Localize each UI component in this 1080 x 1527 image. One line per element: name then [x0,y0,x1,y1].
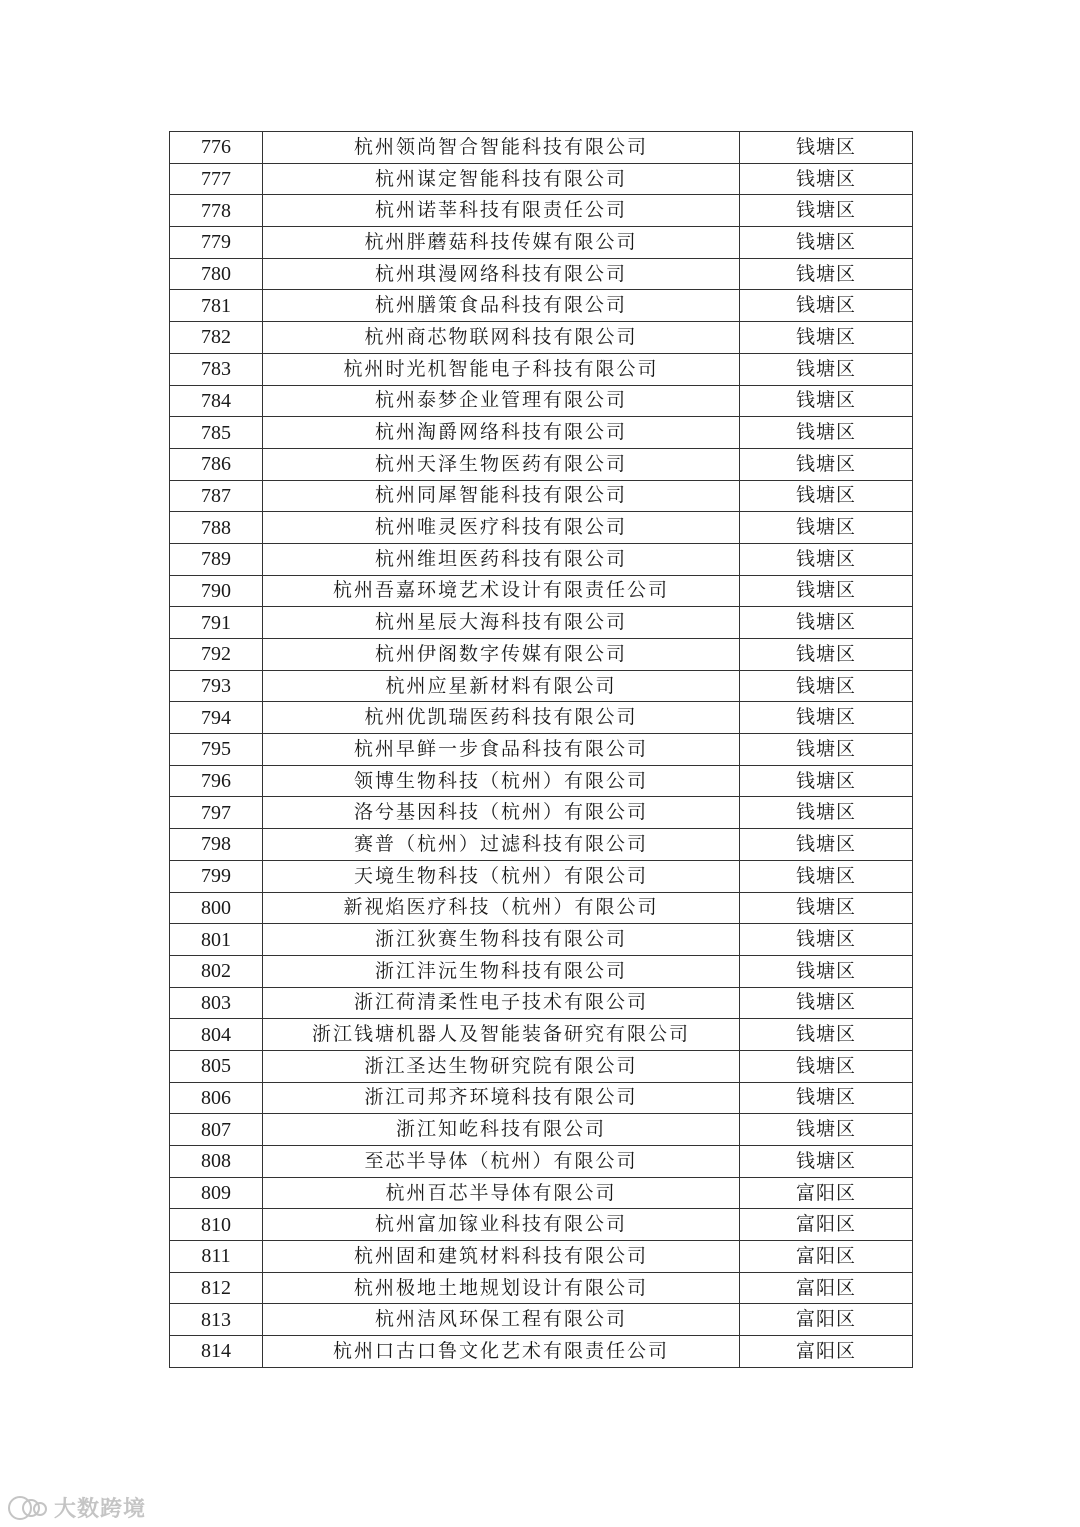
district-cell: 钱塘区 [740,1082,913,1114]
row-number-cell: 777 [170,163,263,195]
table-row [170,1050,913,1082]
company-name-cell: 杭州星辰大海科技有限公司 [263,607,740,639]
table-row [170,797,913,829]
district-cell: 钱塘区 [740,955,913,987]
row-number-cell: 804 [170,1019,263,1051]
row-number-cell: 782 [170,322,263,354]
company-name-cell: 杭州同犀智能科技有限公司 [263,480,740,512]
company-name-cell: 杭州泰梦企业管理有限公司 [263,385,740,417]
table-row [170,385,913,417]
district-cell: 钱塘区 [740,892,913,924]
table-row [170,924,913,956]
row-number-cell: 793 [170,670,263,702]
row-number-cell: 781 [170,290,263,322]
company-name-cell: 杭州维坦医药科技有限公司 [263,543,740,575]
chat-bubbles-logo-icon [6,1493,50,1521]
company-name-cell: 杭州唯灵医疗科技有限公司 [263,512,740,544]
district-cell: 钱塘区 [740,1114,913,1146]
row-number-cell: 786 [170,448,263,480]
table-row [170,1114,913,1146]
district-cell: 钱塘区 [740,448,913,480]
row-number-cell: 801 [170,924,263,956]
row-number-cell: 791 [170,607,263,639]
table-row [170,734,913,766]
district-cell: 钱塘区 [740,1146,913,1178]
district-cell: 钱塘区 [740,1050,913,1082]
row-number-cell: 779 [170,227,263,259]
row-number-cell: 785 [170,417,263,449]
row-number-cell: 795 [170,734,263,766]
district-cell: 钱塘区 [740,322,913,354]
district-cell: 钱塘区 [740,575,913,607]
watermark-text: 大数跨境 [54,1496,147,1522]
row-number-cell: 792 [170,639,263,671]
district-cell: 钱塘区 [740,163,913,195]
company-name-cell: 杭州伊阁数字传媒有限公司 [263,639,740,671]
district-cell: 钱塘区 [740,132,913,164]
row-number-cell: 784 [170,385,263,417]
company-name-cell: 浙江沣沅生物科技有限公司 [263,955,740,987]
district-cell: 钱塘区 [740,543,913,575]
table-row [170,987,913,1019]
row-number-cell: 799 [170,860,263,892]
table-row [170,1241,913,1273]
company-name-cell: 杭州淘爵网络科技有限公司 [263,417,740,449]
table-row [170,1272,913,1304]
company-name-cell: 杭州天泽生物医药有限公司 [263,448,740,480]
district-cell: 钱塘区 [740,987,913,1019]
company-name-cell: 杭州琪漫网络科技有限公司 [263,258,740,290]
row-number-cell: 812 [170,1272,263,1304]
company-name-cell: 赛普（杭州）过滤科技有限公司 [263,829,740,861]
table-row [170,448,913,480]
company-name-cell: 领博生物科技（杭州）有限公司 [263,765,740,797]
table-row [170,1146,913,1178]
company-name-cell: 杭州膳策食品科技有限公司 [263,290,740,322]
district-cell: 钱塘区 [740,639,913,671]
district-cell: 富阳区 [740,1272,913,1304]
district-cell: 钱塘区 [740,829,913,861]
district-cell: 钱塘区 [740,924,913,956]
table-row [170,353,913,385]
district-cell: 钱塘区 [740,670,913,702]
district-cell: 钱塘区 [740,702,913,734]
company-name-cell: 杭州应星新材料有限公司 [263,670,740,702]
company-name-cell: 浙江知屹科技有限公司 [263,1114,740,1146]
table-row [170,480,913,512]
table-row [170,1336,913,1368]
company-name-cell: 杭州胖蘑菇科技传媒有限公司 [263,227,740,259]
district-cell: 钱塘区 [740,860,913,892]
district-cell: 钱塘区 [740,195,913,227]
company-name-cell: 浙江钱塘机器人及智能装备研究有限公司 [263,1019,740,1051]
row-number-cell: 794 [170,702,263,734]
table-row [170,543,913,575]
table-row [170,227,913,259]
district-cell: 钱塘区 [740,227,913,259]
row-number-cell: 776 [170,132,263,164]
company-list-table [169,131,913,1368]
company-name-cell: 浙江圣达生物研究院有限公司 [263,1050,740,1082]
company-list-table-wrapper [169,131,911,1368]
row-number-cell: 789 [170,543,263,575]
district-cell: 富阳区 [740,1336,913,1368]
row-number-cell: 788 [170,512,263,544]
company-name-cell: 洛兮基因科技（杭州）有限公司 [263,797,740,829]
table-row [170,1019,913,1051]
row-number-cell: 787 [170,480,263,512]
row-number-cell: 790 [170,575,263,607]
district-cell: 钱塘区 [740,353,913,385]
watermark [6,1490,146,1524]
table-row [170,892,913,924]
company-name-cell: 杭州商芯物联网科技有限公司 [263,322,740,354]
district-cell: 钱塘区 [740,797,913,829]
table-row [170,163,913,195]
row-number-cell: 803 [170,987,263,1019]
row-number-cell: 808 [170,1146,263,1178]
district-cell: 钱塘区 [740,385,913,417]
district-cell: 钱塘区 [740,480,913,512]
table-row [170,417,913,449]
table-row [170,322,913,354]
row-number-cell: 797 [170,797,263,829]
table-row [170,639,913,671]
table-row [170,195,913,227]
table-row [170,670,913,702]
company-name-cell: 浙江狄赛生物科技有限公司 [263,924,740,956]
row-number-cell: 778 [170,195,263,227]
company-name-cell: 新视焰医疗科技（杭州）有限公司 [263,892,740,924]
row-number-cell: 811 [170,1241,263,1273]
company-name-cell: 杭州早鲜一步食品科技有限公司 [263,734,740,766]
company-name-cell: 浙江荷清柔性电子技术有限公司 [263,987,740,1019]
table-row [170,512,913,544]
company-name-cell: 杭州吾嘉环境艺术设计有限责任公司 [263,575,740,607]
company-name-cell: 杭州时光机智能电子科技有限公司 [263,353,740,385]
company-name-cell: 杭州优凯瑞医药科技有限公司 [263,702,740,734]
district-cell: 钱塘区 [740,512,913,544]
district-cell: 钱塘区 [740,258,913,290]
row-number-cell: 810 [170,1209,263,1241]
row-number-cell: 806 [170,1082,263,1114]
district-cell: 钱塘区 [740,734,913,766]
company-name-cell: 天境生物科技（杭州）有限公司 [263,860,740,892]
table-row [170,860,913,892]
company-name-cell: 杭州谋定智能科技有限公司 [263,163,740,195]
table-row [170,1082,913,1114]
district-cell: 钱塘区 [740,417,913,449]
table-row [170,290,913,322]
company-name-cell: 至芯半导体（杭州）有限公司 [263,1146,740,1178]
row-number-cell: 813 [170,1304,263,1336]
table-row [170,1209,913,1241]
table-row [170,1304,913,1336]
row-number-cell: 802 [170,955,263,987]
row-number-cell: 805 [170,1050,263,1082]
table-row [170,258,913,290]
table-row [170,702,913,734]
company-name-cell: 浙江司邦齐环境科技有限公司 [263,1082,740,1114]
table-row [170,132,913,164]
table-row [170,607,913,639]
district-cell: 富阳区 [740,1241,913,1273]
row-number-cell: 809 [170,1177,263,1209]
row-number-cell: 780 [170,258,263,290]
company-list-body [170,132,913,1368]
row-number-cell: 783 [170,353,263,385]
district-cell: 钱塘区 [740,1019,913,1051]
company-name-cell: 杭州口古口鲁文化艺术有限责任公司 [263,1336,740,1368]
district-cell: 富阳区 [740,1304,913,1336]
company-name-cell: 杭州百芯半导体有限公司 [263,1177,740,1209]
district-cell: 钱塘区 [740,765,913,797]
district-cell: 钱塘区 [740,607,913,639]
company-name-cell: 杭州固和建筑材料科技有限公司 [263,1241,740,1273]
table-row [170,955,913,987]
company-name-cell: 杭州诺莘科技有限责任公司 [263,195,740,227]
company-name-cell: 杭州富加镓业科技有限公司 [263,1209,740,1241]
table-row [170,829,913,861]
row-number-cell: 814 [170,1336,263,1368]
company-name-cell: 杭州极地土地规划设计有限公司 [263,1272,740,1304]
row-number-cell: 798 [170,829,263,861]
company-name-cell: 杭州领尚智合智能科技有限公司 [263,132,740,164]
table-row [170,575,913,607]
table-row [170,765,913,797]
row-number-cell: 807 [170,1114,263,1146]
district-cell: 钱塘区 [740,290,913,322]
row-number-cell: 796 [170,765,263,797]
table-row [170,1177,913,1209]
district-cell: 富阳区 [740,1177,913,1209]
row-number-cell: 800 [170,892,263,924]
company-name-cell: 杭州洁风环保工程有限公司 [263,1304,740,1336]
district-cell: 富阳区 [740,1209,913,1241]
